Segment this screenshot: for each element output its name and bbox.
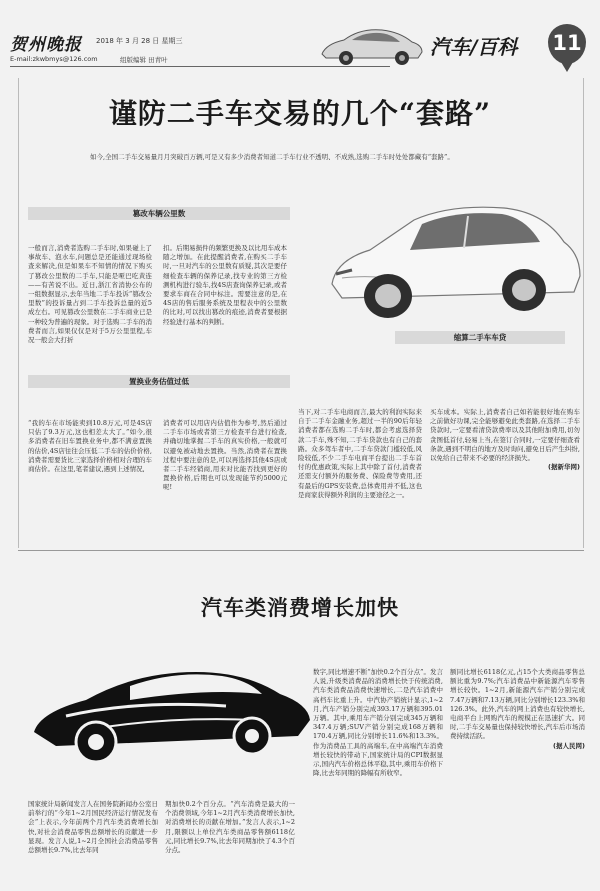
article1-column-4: 消费者可以用店内估值作为参考,然后通过二手车市场或者第三方检查平台进行检查,并确切地掌握二手车的真实价格,一般就可以避免被动地去置换。当然,消费者在置换过程中要注意的是,可以再选择其他4S店或者二手车经销商,用来对比能否找到更好的置换价格,后期也可以发现能节约5000元呢! [163, 419, 287, 492]
article2-column-3: 数字,同比增速不断“加快0.2个百分点”。发言人说,升级类消费品的消费增长快于传统消费,汽车类消费品消费快速增长,二是汽车消费中高档车比重上升。中汽协产销统计显示,1~2月,汽车产销分别完成393.17万辆和395.01万辆。其中,乘用车产销分别完成345万辆和347.4万辆;SUV产销分别完成168万辆和170.4万辆,同比分别增长11.6%和13.3%。作为消费品工具的高端车,在中高端汽车消费增长较快的带动下,国家统计局的CPI数据显示,国内汽车价格总体平稳,其中,乘用车价格下降,比去年同期的降幅有所收窄。 [313, 668, 443, 778]
article-divider [18, 550, 584, 551]
header-car-image [318, 20, 426, 68]
sports-car-illustration [26, 650, 316, 768]
article2-column-2: 期加快0.2个百分点。“汽车消费是最大的一个消费领域,今年1~2月汽车类消费增长加快,对消费增长的贡献在增加。”发言人表示,1~2月,限额以上单位汽车类商品零售额6118亿元,同比增长9.7%,比去年同期加快了4.3个百分点。 [165, 800, 295, 855]
white-suv-image [318, 180, 586, 330]
masthead: 贺州晚报 [10, 35, 82, 55]
article1-column-3: “我的车在市场能卖到10.8万元,可是4S店只估了9.3万元,这也相差太大了。”如今,很多消费者在旧车置换业务中,都不满意置换的估价,4S店往往会压低二手车的估价价格,消费者需要货比三家选择价格相对合理的车商估价。在这里,笔者建议,遇到上述情况, [28, 419, 152, 474]
article1-subhead-mileage: 篡改车辆公里数 [28, 207, 290, 220]
page-number-badge: 11 [548, 24, 586, 64]
article2-column-1: 国家统计局新闻发言人在国务院新闻办公室日前举行的“今年1~2月国民经济运行情况发布会”上表示,今年前两个月汽车类消费增长加快,对社会消费品零售总额增长的贡献进一步显现。发言人说,1~2月全国社会消费品零售总额增长9.7%,比去年同 [28, 800, 158, 855]
article1-column-2: 扣。后期易损件的频繁更换及以比用车成本随之增加。在此提醒消费者,在购买二手车时,一旦对汽车的公里数有质疑,其次是要仔细检查车辆的保养记录,找专业的第三方检测机构进行验车,找4S店查询保养记录,或者要求车商在合同中标注。需要注意的是,在4S店的售后服务系统及里程表中的公里数的比对,可以找出篡改的痕迹,消费者要根据经验进行基本的判断。 [163, 244, 287, 326]
article2-headline: 汽车类消费增长加快 [201, 596, 399, 620]
article1-column-6-text: 买车成本。实际上,消费者自己如若能很好地在购车之前做好功课,完全能够避免此类套路,在选择二手车贷款时,一定要看清贷款费率以及其他附加费用,切勿贪图低首付,轻易上当,在签订合同时,一定要仔细查看条款,遇到不明白的地方及时询问,避免日后产生纠纷,以免给自己带来不必要的经济损失。 [430, 408, 580, 463]
page-header [0, 0, 600, 80]
article2-source-credit: (据人民网) [553, 741, 585, 750]
contact-email: E-mail:zkwbmys@126.com [10, 55, 98, 63]
article1-lead: 如今,全国二手车交易量月月突破百万辆,可是又有多少消费者知道二手车行业不透明、不成熟,选购二手车时处处都藏有“套路”。 [90, 153, 454, 161]
article1-subhead-loan: 缩算二手车车贷 [395, 331, 565, 344]
article1-source-credit: (据新华网) [548, 463, 580, 472]
article1-subhead-tradein: 置换业务估值过低 [28, 375, 290, 388]
article1-column-6 [430, 408, 580, 472]
issue-date: 2018 年 3 月 28 日 星期三 [96, 37, 183, 45]
article2-column-4-text: 额同比增长6118亿元,占15个大类商品零售总额比重为9.7%;汽车消费品中新能源汽车零售增长较快。1~2月,新能源汽车产销分别完成7.47万辆和7.13万辆,同比分别增长123.3%和126.3%。此外,汽车的网上消费也有较快增长,电商平台上网购汽车的规模正在迅速扩大。同时,二手车交易量也保持较快增长,汽车后市场消费持续活跃。 [450, 668, 585, 741]
article1-column-5: 当下,对二手车电商而言,最大的利润实际来自于二手车金融业务,超过一半的90后年轻消费者都在选购二手车时,都会考虑选择贷款二手车,殊不知,二手车贷款也有自己的套路。众多驾车者中,二手车贷款门槛较低,风险较低,不少二手车电商平台提出二手车首付的优惠政策,实际上其中除了首付,消费者还需支付额外的服务费、保险费等费用,还有最后的GPS安装费,总体费用并不低,这也是商家获得额外利润的主要途径之一。 [298, 408, 422, 499]
editor-credit: 组版编辑 田青叶 [120, 56, 168, 64]
article1-headline: 谨防二手车交易的几个“套路” [108, 97, 492, 130]
section-title: 汽车/百科 [430, 35, 518, 59]
article2-column-4 [450, 668, 585, 751]
article1-column-1: 一般而言,消费者选购二手车时,如果碰上了事故车、泡水车,问题总是还能通过现场检查来解决,但是如果车不知情的情况下购买了篡改公里数的二手车,只能是哑巴吃黄连——有苦说不出。近日,浙江省消协公布的一组数据显示,去年当地二手车投诉“篡改公里数”的投诉量占到二手车投诉总量的近5成左右。可见篡改公里数在二手车商业已是一种较为普遍的现象。对于选购二手车的消费者而言,如果仅仅是对于5万公里里程,车况一般会大打折 [28, 244, 152, 345]
